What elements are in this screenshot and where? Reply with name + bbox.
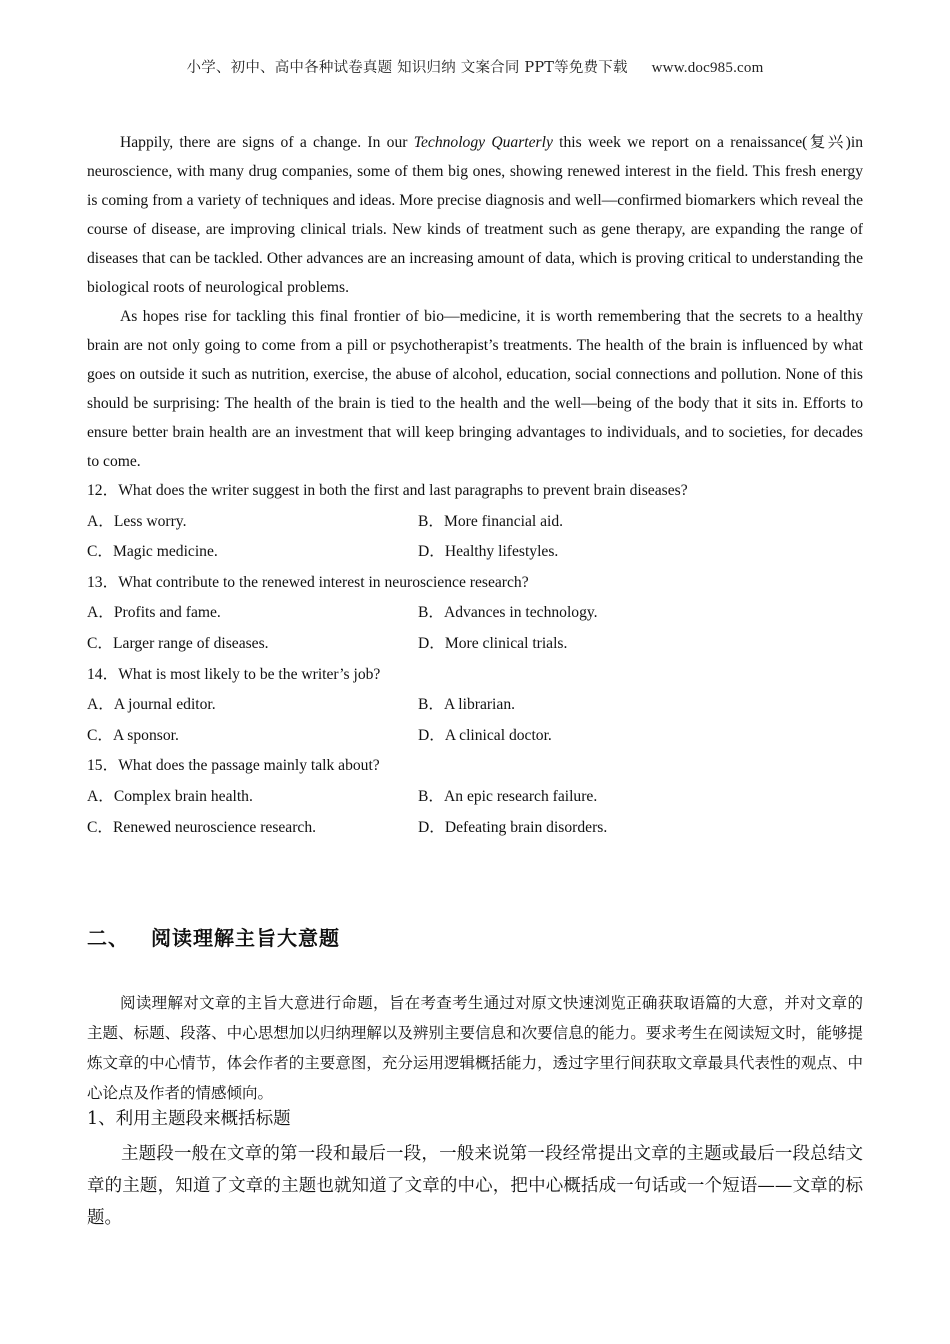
- option-b[interactable]: B．More financial aid.: [418, 512, 564, 530]
- option-a[interactable]: A．Less worry.: [87, 512, 187, 530]
- question-15: [87, 751, 863, 843]
- question-options: [87, 598, 863, 659]
- option-d[interactable]: D．A clinical doctor.: [418, 726, 552, 744]
- option-d[interactable]: D．More clinical trials.: [418, 634, 568, 652]
- option-c[interactable]: C．Magic medicine.: [87, 543, 218, 561]
- question-options: [87, 507, 863, 568]
- option-c[interactable]: C．Renewed neuroscience research.: [87, 818, 317, 836]
- subsection-heading: 1、利用主题段来概括标题: [87, 1109, 291, 1129]
- page-header: [0, 56, 950, 77]
- option-a[interactable]: A．A journal editor.: [87, 696, 216, 714]
- option-b[interactable]: B．An epic research failure.: [418, 787, 598, 805]
- section-heading: [87, 922, 340, 951]
- option-c[interactable]: C．A sponsor.: [87, 726, 179, 744]
- question-14: [87, 660, 863, 752]
- passage-and-questions: [87, 128, 863, 843]
- passage-paragraph-1: [87, 128, 863, 302]
- passage-paragraph-2: As hopes rise for tackling this final frontier of bio—medicine, it is worth remembering that the secrets to a healthy brain are not only going to come from a pill or psychotherapist’s treatments. The health of the brain is influenced by what goes on outside it such as nutrition, exercise, the abuse of alcohol, education, social connections and pollution. None of this should be surprising: The health of the brain is tied to the health and the well—being of the body that it sits in. Efforts to ensure better brain health are an investment that will keep bringing advantages to individuals, and to societies, for decades to come.: [87, 308, 863, 470]
- question-stem: 13．What contribute to the renewed interest in neuroscience research?: [87, 573, 529, 591]
- section-intro: 阅读理解对文章的主旨大意进行命题，旨在考查考生通过对原文快速浏览正确获取语篇的大意，并对文章的主题、标题、段落、中心思想加以归纳理解以及辨别主要信息和次要信息的能力。要求考生在阅读短文时，能够提炼文章的中心情节，体会作者的主要意图，充分运用逻辑概括能力，透过字里行间获取文章最具代表性的观点、中心论点及作者的情感倾向。: [87, 994, 863, 1102]
- option-a[interactable]: A．Profits and fame.: [87, 604, 221, 622]
- question-stem: 15．What does the passage mainly talk about?: [87, 757, 380, 775]
- question-12: [87, 476, 863, 568]
- question-stem: 12．What does the writer suggest in both the first and last paragraphs to prevent brain diseases?: [87, 482, 688, 499]
- option-c[interactable]: C．Larger range of diseases.: [87, 634, 269, 652]
- question-options: [87, 690, 863, 751]
- question-options: [87, 782, 863, 843]
- question-13: [87, 568, 863, 660]
- subsection-body: 主题段一般在文章的第一段和最后一段，一般来说第一段经常提出文章的主题或最后一段总结文章的主题，知道了文章的主题也就知道了文章的中心，把中心概括成一句话或一个短语——文章的标题。: [87, 1144, 863, 1228]
- option-d[interactable]: D．Defeating brain disorders.: [418, 818, 608, 836]
- option-b[interactable]: B．Advances in technology.: [418, 604, 598, 622]
- option-a[interactable]: A．Complex brain health.: [87, 787, 253, 805]
- section-number: 二、: [87, 926, 129, 950]
- p1-text-a: Happily, there are signs of a change. In our: [120, 134, 414, 151]
- option-d[interactable]: D．Healthy lifestyles.: [418, 543, 559, 561]
- question-stem: 14．What is most likely to be the writer’s job?: [87, 665, 381, 683]
- option-b[interactable]: B．A librarian.: [418, 696, 516, 714]
- p1-italic-title: Technology Quarterly: [413, 134, 553, 151]
- section-title: 阅读理解主旨大意题: [151, 926, 340, 950]
- header-text: 小学、初中、高中各种试卷真题 知识归纳 文案合同 PPT等免费下载: [186, 60, 628, 76]
- header-site-link[interactable]: www.doc985.com: [651, 60, 764, 76]
- p1-text-b: this week we report on a renaissance(复兴)in neuroscience, with many drug companies, some of them big ones, showing renewed interest in the field. This fresh energy is coming from a variety of techniques and ideas. More precise diagnosis and well—confirmed biomarkers which reveal the course of disease, are improving clinical trials. New kinds of treatment such as gene therapy, are expanding the range of diseases that can be tackled. Other advances are an increasing amount of data, which is proving critical to understanding the biological roots of neurological problems.: [87, 134, 864, 296]
